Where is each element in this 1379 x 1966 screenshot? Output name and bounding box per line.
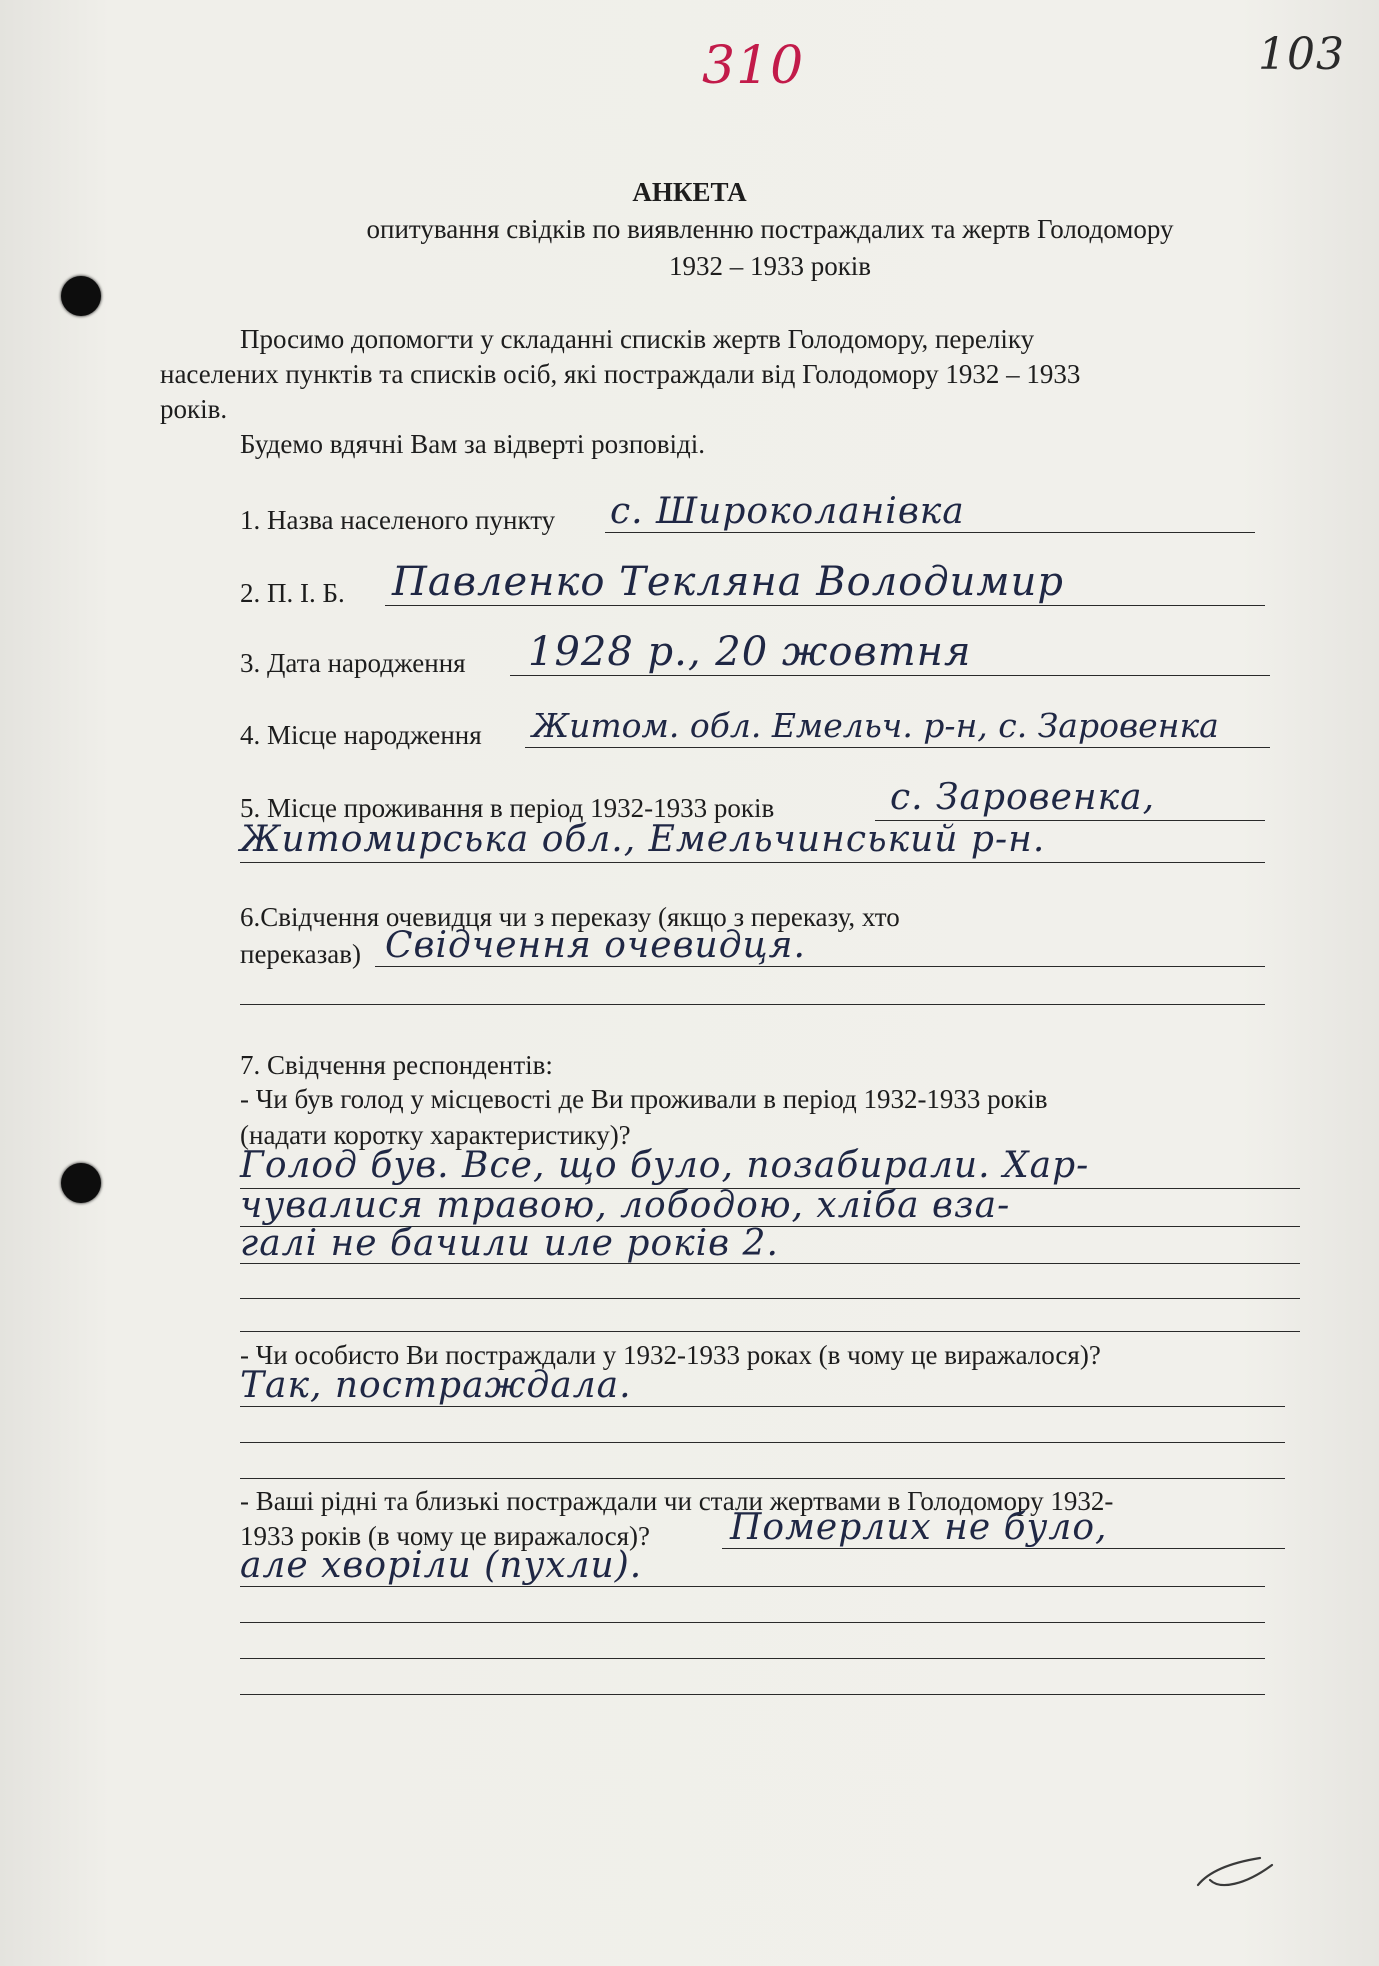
q2-answer: Павленко Текляна Володимир [392,559,1064,605]
answer-line [240,1442,1285,1443]
question-hunger: - Чи був голод у місцевості де Ви проживали в період 1932-1933 років [240,1084,1048,1114]
q4-answer: Житом. обл. Емельч. р-н, с. Заровенка [532,706,1219,745]
answer-line [240,1586,1265,1587]
answer-line [240,1622,1265,1623]
document-title: АНКЕТА [632,177,747,207]
q5-answer: с. Заровенка, [890,777,1156,818]
document-subtitle: опитування свідків по виявленню постраждалих та жертв Голодомору [366,214,1174,244]
punch-hole [61,1163,101,1203]
q2-label: 2. П. І. Б. [240,578,345,608]
intro-text: років. [160,394,228,424]
answer-relatives: але хворіли (пухли). [240,1545,643,1586]
q3-label: 3. Дата народження [240,648,466,678]
q6-answer: Свідчення очевидця. [385,925,806,966]
intro-text: Просимо допомогти у складанні списків жертв Голодомору, переліку [240,324,1035,354]
q1-answer: с. Широколанівка [610,491,965,532]
answer-line [525,747,1270,748]
answer-line [510,675,1270,676]
page-number: 103 [1258,29,1345,80]
answer-line [240,1331,1300,1332]
answer-hunger: чувалися травою, лободою, хліба вза- [240,1185,1011,1226]
q3-answer: 1928 р., 20 жовтня [528,629,972,675]
q1-label: 1. Назва населеного пункту [240,505,556,535]
answer-line [240,1658,1265,1659]
q6-label: переказав) [240,939,361,969]
answer-hunger: Голод був. Все, що було, позабирали. Хар- [240,1145,1090,1186]
question-relatives: - Ваші рідні та близькі постраждали чи стали жертвами в Голодомору 1932- [240,1486,1114,1516]
section7-heading: 7. Свідчення респондентів: [240,1050,553,1080]
archive-number: 310 [702,36,805,96]
intro-thanks: Будемо вдячні Вам за відверті розповіді. [240,429,706,459]
answer-line [240,1478,1285,1479]
q5-label: 5. Місце проживання в період 1932-1933 років [240,793,775,823]
answer-line [385,605,1265,606]
q4-label: 4. Місце народження [240,720,482,750]
answer-line [375,966,1265,967]
question-relatives: 1933 років (в чому це виражалося)? [240,1521,651,1551]
question-personal: - Чи особисто Ви постраждали у 1932-1933 роках (в чому це виражалося)? [240,1340,1101,1370]
question-hunger: (надати коротку характеристику)? [240,1120,631,1150]
pencil-mark [1190,1840,1280,1900]
answer-line [240,1004,1265,1005]
answer-hunger: галі не бачили иле років 2. [240,1223,779,1264]
intro-text: населених пунктів та списків осіб, які постраждали від Голодомору 1932 – 1933 [160,359,1081,389]
q5-answer-continued: Житомирська обл., Емельчинський р-н. [240,819,1046,860]
answer-line [722,1548,1285,1549]
answer-line [240,862,1265,863]
answer-line [240,1298,1300,1299]
q6-label: 6.Свідчення очевидця чи з переказу (якщо з переказу, хто [240,902,900,932]
answer-line [240,1406,1285,1407]
document-subtitle-years: 1932 – 1933 років [668,251,872,281]
answer-line [605,532,1255,533]
answer-line [240,1694,1265,1695]
answer-relatives: Померлих не було, [730,1507,1108,1548]
answer-personal: Так, постраждала. [240,1365,632,1406]
